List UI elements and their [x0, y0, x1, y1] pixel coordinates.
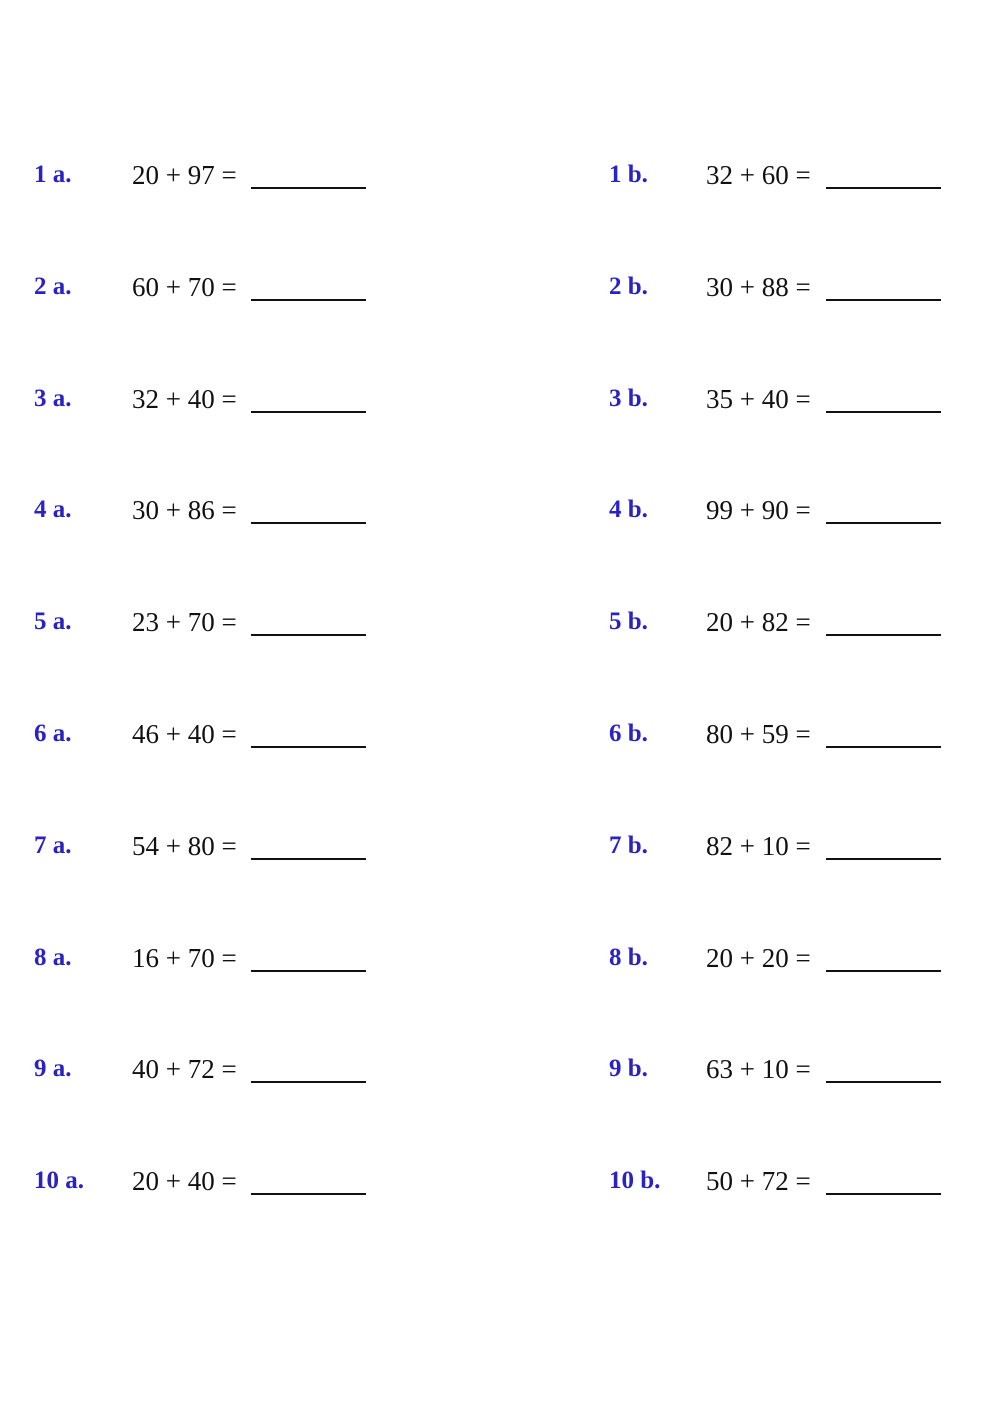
- problem-label: 4 b.: [609, 496, 648, 523]
- answer-blank[interactable]: [826, 1193, 941, 1195]
- problem-expression: 20 + 20 =: [706, 943, 811, 973]
- problem-expression: 54 + 80 =: [132, 831, 237, 861]
- problem-5b: [0, 607, 1000, 647]
- problem-8b: [0, 943, 1000, 983]
- problem-expression: 50 + 72 =: [706, 1166, 811, 1196]
- problem-label: 7 a.: [34, 832, 72, 859]
- problem-label: 5 a.: [34, 608, 72, 635]
- answer-blank[interactable]: [826, 522, 941, 524]
- problem-expression: 23 + 70 =: [132, 607, 237, 637]
- problem-7b: [0, 831, 1000, 871]
- problem-10b: [0, 1166, 1000, 1206]
- problem-expression: 82 + 10 =: [706, 831, 811, 861]
- problem-label: 9 b.: [609, 1055, 648, 1082]
- problem-label: 1 a.: [34, 161, 72, 188]
- problem-expression: 32 + 60 =: [706, 160, 811, 190]
- problem-expression: 20 + 82 =: [706, 607, 811, 637]
- problem-label: 8 b.: [609, 944, 648, 971]
- problem-9b: [0, 1054, 1000, 1094]
- problem-3b: [0, 384, 1000, 424]
- problem-label: 7 b.: [609, 832, 648, 859]
- problem-1b: [0, 160, 1000, 200]
- problem-expression: 60 + 70 =: [132, 272, 237, 302]
- problem-expression: 99 + 90 =: [706, 495, 811, 525]
- problem-expression: 80 + 59 =: [706, 719, 811, 749]
- problem-expression: 16 + 70 =: [132, 943, 237, 973]
- problem-expression: 35 + 40 =: [706, 384, 811, 414]
- problem-label: 10 b.: [609, 1167, 661, 1194]
- problem-label: 6 b.: [609, 720, 648, 747]
- problem-label: 2 a.: [34, 273, 72, 300]
- answer-blank[interactable]: [826, 1081, 941, 1083]
- problem-expression: 63 + 10 =: [706, 1054, 811, 1084]
- answer-blank[interactable]: [826, 411, 941, 413]
- answer-blank[interactable]: [826, 299, 941, 301]
- problem-expression: 30 + 86 =: [132, 495, 237, 525]
- answer-blank[interactable]: [826, 970, 941, 972]
- problem-expression: 46 + 40 =: [132, 719, 237, 749]
- problem-label: 3 b.: [609, 385, 648, 412]
- answer-blank[interactable]: [826, 187, 941, 189]
- problem-expression: 30 + 88 =: [706, 272, 811, 302]
- problem-expression: 20 + 40 =: [132, 1166, 237, 1196]
- problem-4b: [0, 495, 1000, 535]
- problem-2b: [0, 272, 1000, 312]
- problem-expression: 40 + 72 =: [132, 1054, 237, 1084]
- problem-label: 3 a.: [34, 385, 72, 412]
- answer-blank[interactable]: [826, 858, 941, 860]
- problem-expression: 20 + 97 =: [132, 160, 237, 190]
- problem-expression: 32 + 40 =: [132, 384, 237, 414]
- answer-blank[interactable]: [826, 746, 941, 748]
- problem-label: 10 a.: [34, 1167, 84, 1194]
- answer-blank[interactable]: [826, 634, 941, 636]
- problem-label: 9 a.: [34, 1055, 72, 1082]
- problem-6b: [0, 719, 1000, 759]
- problem-label: 6 a.: [34, 720, 72, 747]
- problem-label: 8 a.: [34, 944, 72, 971]
- problem-label: 2 b.: [609, 273, 648, 300]
- problem-label: 1 b.: [609, 161, 648, 188]
- problem-label: 5 b.: [609, 608, 648, 635]
- problem-label: 4 a.: [34, 496, 72, 523]
